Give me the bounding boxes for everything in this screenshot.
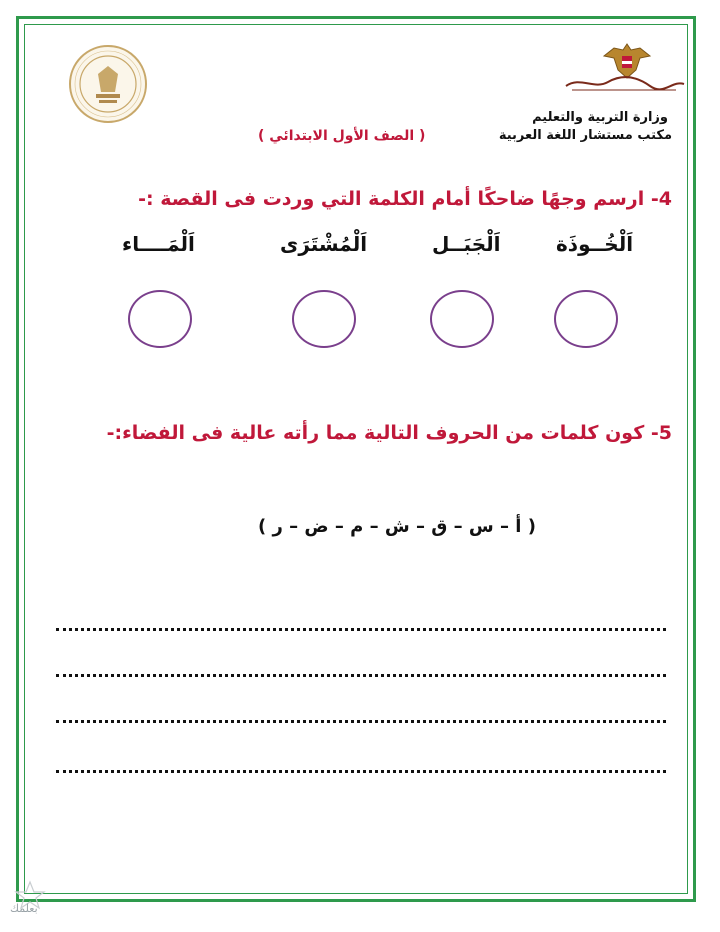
letter-set: ( أ – س – ق – ش – م – ض – ر ) bbox=[258, 516, 536, 537]
word-jupiter: اَلْمُشْتَرَى bbox=[280, 232, 368, 256]
question-4-prompt: 4- ارسم وجهًا ضاحكًا أمام الكلمة التي وردت فى القصة :- bbox=[138, 188, 672, 210]
grade-title: ( الصف الأول الابتدائي ) bbox=[258, 128, 426, 144]
office-name: مكتب مستشار اللغة العربية bbox=[498, 128, 672, 143]
answer-line[interactable] bbox=[56, 628, 666, 631]
ministry-name: وزارة التربية والتعليم bbox=[532, 110, 668, 125]
word-helmet: اَلْخُــوذَة bbox=[556, 232, 634, 256]
ministry-calligraphy-logo bbox=[560, 72, 688, 94]
page-border-inner bbox=[24, 24, 688, 894]
answer-circle[interactable] bbox=[292, 290, 356, 348]
question-5-prompt: 5- كون كلمات من الحروف التالية مما رأته عالية فى الفضاء:- bbox=[106, 422, 672, 444]
answer-circle[interactable] bbox=[128, 290, 192, 348]
answer-line[interactable] bbox=[56, 674, 666, 677]
answer-line[interactable] bbox=[56, 720, 666, 723]
answer-circle[interactable] bbox=[554, 290, 618, 348]
word-mountain: اَلْجَبَــل bbox=[432, 232, 501, 256]
ministry-seal-logo bbox=[68, 44, 148, 124]
watermark-text: بعلمك bbox=[10, 902, 38, 915]
answer-line[interactable] bbox=[56, 770, 666, 773]
answer-circle[interactable] bbox=[430, 290, 494, 348]
word-water: اَلْمَــــاء bbox=[122, 232, 195, 256]
